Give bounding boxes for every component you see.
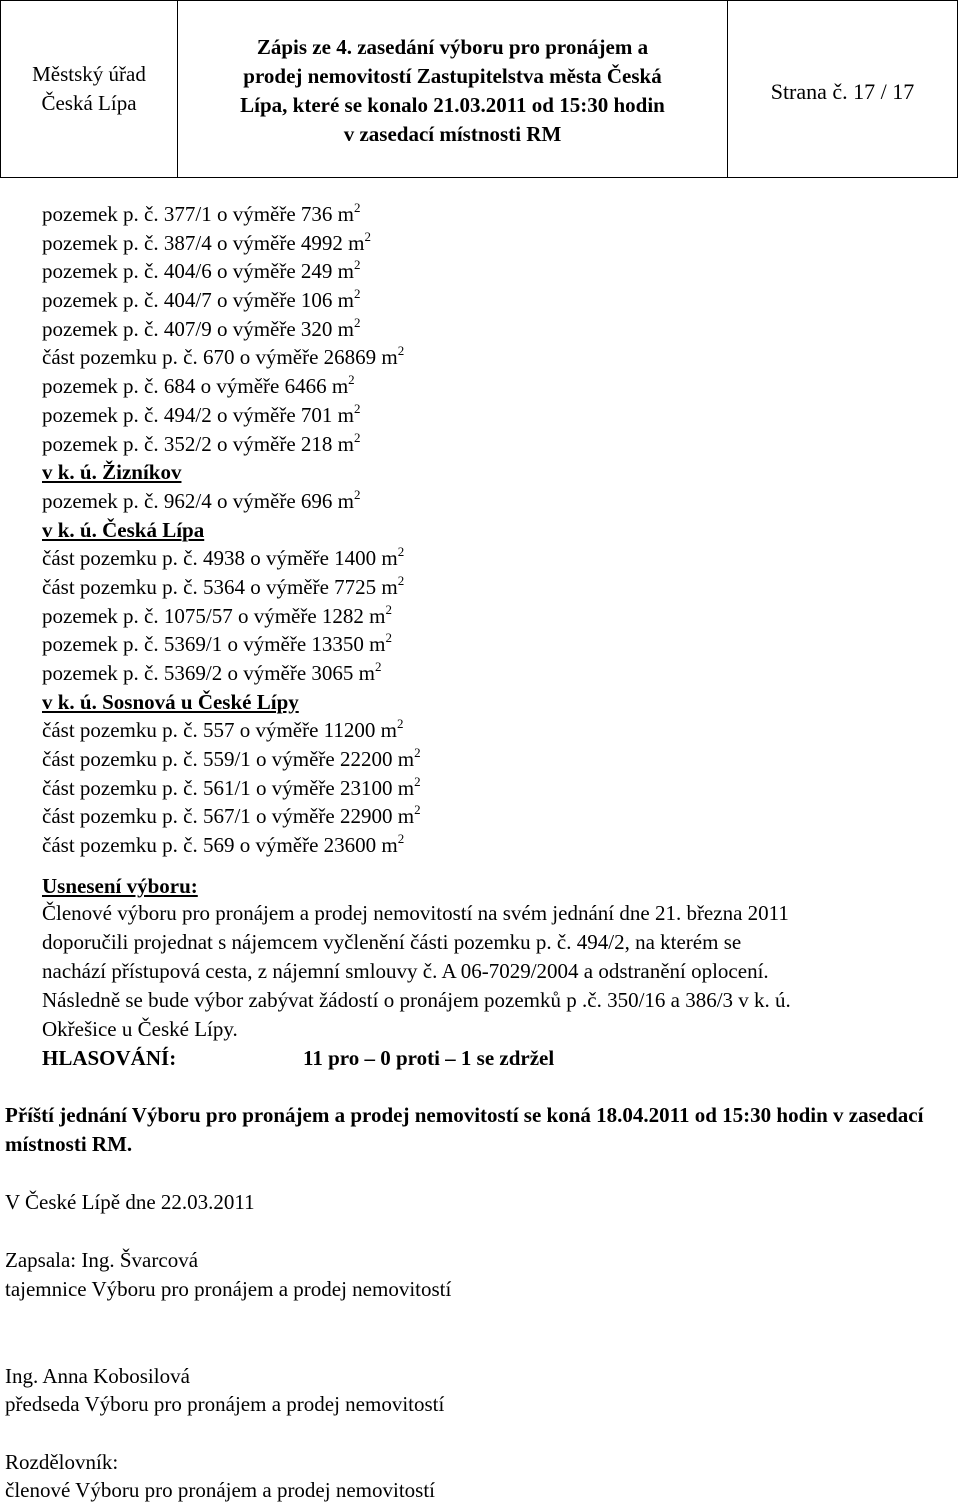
document-title-line: Zápis ze 4. zasedání výboru pro pronájem a	[256, 35, 649, 59]
page-header	[0, 0, 958, 178]
area-unit-exponent: 2	[385, 601, 393, 617]
document-title-line: Lípa, které se konalo 21.03.2011 od 15:30 hodin	[240, 93, 665, 117]
parcel-item	[42, 544, 421, 573]
parcel-item	[42, 430, 421, 459]
office-name: Městský úřad	[32, 62, 146, 86]
parcel-text: pozemek p. č. 5369/2 o výměře 3065 m	[42, 661, 376, 685]
parcel-item	[42, 401, 421, 430]
resolution-title: Usnesení výboru:	[42, 874, 198, 898]
parcel-item	[42, 659, 421, 688]
area-unit-exponent: 2	[354, 286, 361, 302]
vote-label: HLASOVÁNÍ:	[42, 1046, 177, 1070]
distribution-recipients: členové Výboru pro pronájem a prodej nemovitostí	[5, 1478, 436, 1502]
area-unit-exponent: 2	[397, 572, 405, 588]
parcel-item	[42, 716, 421, 745]
parcel-item	[42, 229, 421, 258]
cadastral-area-name: v k. ú. Žizníkov	[42, 460, 182, 485]
resolution-line: nachází přístupová cesta, z nájemní smlouvy č. A 06-7029/2004 a odstranění oplocení.	[42, 959, 769, 983]
parcel-text: pozemek p. č. 377/1 o výměře 736 m	[42, 202, 355, 226]
parcel-item	[42, 630, 421, 659]
resolution-line: Následně se bude výbor zabývat žádostí o pronájem pozemků p .č. 350/16 a 386/3 v k. ú.	[42, 988, 791, 1012]
parcel-text: pozemek p. č. 404/6 o výměře 249 m	[42, 259, 355, 284]
area-unit-exponent: 2	[354, 257, 361, 273]
parcel-text: část pozemku p. č. 557 o výměře 11200 m	[42, 718, 397, 743]
area-unit-exponent: 2	[354, 429, 361, 445]
area-unit-exponent: 2	[354, 486, 361, 502]
recorder-name: Zapsala: Ing. Švarcová	[5, 1248, 199, 1272]
document-title-line: v zasedací místnosti RM	[343, 122, 562, 146]
document-title-cell	[177, 1, 727, 177]
cadastral-area-name: v k. ú. Sosnová u České Lípy	[42, 689, 299, 714]
distribution-label: Rozdělovník:	[5, 1450, 119, 1474]
parcel-item	[42, 831, 421, 860]
area-unit-exponent: 2	[354, 314, 361, 330]
parcel-text: pozemek p. č. 962/4 o výměře 696 m	[42, 488, 355, 513]
office-cell	[1, 1, 177, 177]
area-unit-exponent: 2	[397, 544, 405, 560]
cadastral-area-heading	[42, 458, 421, 487]
parcel-text: část pozemku p. č. 559/1 o výměře 22200 m	[42, 747, 415, 772]
parcel-item	[42, 573, 421, 602]
area-unit-exponent: 2	[397, 343, 405, 359]
parcel-text: část pozemku p. č. 4938 o výměře 1400 m	[42, 546, 398, 571]
parcel-text: pozemek p. č. 387/4 o výměře 4992 m	[42, 230, 365, 255]
cadastral-area-heading	[42, 516, 421, 545]
resolution-text	[42, 899, 942, 1044]
parcel-text: pozemek p. č. 5369/1 o výměře 13350 m	[42, 632, 386, 657]
parcel-item	[42, 602, 421, 631]
recorder-role: tajemnice Výboru pro pronájem a prodej nemovitostí	[5, 1277, 452, 1301]
area-unit-exponent: 2	[364, 228, 372, 244]
area-unit-exponent: 2	[354, 200, 361, 215]
parcel-text: pozemek p. č. 684 o výměře 6466 m	[42, 374, 349, 399]
parcel-item	[42, 774, 421, 803]
resolution-line: Členové výboru pro pronájem a prodej nemovitostí na svém jednání dne 21. března 2011	[42, 901, 789, 925]
next-meeting-notice: Příští jednání Výboru pro pronájem a prodej nemovitostí se koná 18.04.2011 od 15:30 hodin v zasedací místnosti RM.	[5, 1103, 924, 1156]
parcel-item	[42, 487, 421, 516]
area-unit-exponent: 2	[385, 630, 393, 646]
parcel-list	[42, 200, 421, 860]
parcel-text: část pozemku p. č. 561/1 o výměře 23100 m	[42, 775, 415, 800]
parcel-text: pozemek p. č. 404/7 o výměře 106 m	[42, 288, 355, 313]
area-unit-exponent: 2	[414, 745, 421, 761]
area-unit-exponent: 2	[396, 716, 404, 732]
page-number-cell	[727, 1, 957, 177]
place-date: V České Lípě dne 22.03.2011	[5, 1190, 255, 1214]
document-title-line: prodej nemovitostí Zastupitelstva města Česká	[243, 64, 662, 88]
area-unit-exponent: 2	[375, 659, 382, 674]
parcel-text: pozemek p. č. 494/2 o výměře 701 m	[42, 402, 355, 427]
chair-role: předseda Výboru pro pronájem a prodej nemovitostí	[5, 1392, 445, 1416]
parcel-item	[42, 372, 421, 401]
area-unit-exponent: 2	[397, 831, 405, 847]
resolution-line: doporučili projednat s nájemcem vyčlenění části pozemku p. č. 494/2, na kterém se	[42, 930, 742, 954]
parcel-item	[42, 745, 421, 774]
parcel-item	[42, 315, 421, 344]
area-unit-exponent: 2	[414, 773, 421, 789]
parcel-text: pozemek p. č. 1075/57 o výměře 1282 m	[42, 603, 386, 628]
area-unit-exponent: 2	[348, 372, 355, 388]
parcel-item	[42, 343, 421, 372]
chair-name: Ing. Anna Kobosilová	[5, 1364, 190, 1388]
parcel-text: část pozemku p. č. 567/1 o výměře 22900 m	[42, 804, 415, 829]
area-unit-exponent: 2	[414, 802, 421, 818]
parcel-text: pozemek p. č. 352/2 o výměře 218 m	[42, 431, 355, 456]
office-city: Česká Lípa	[41, 91, 137, 115]
parcel-text: část pozemku p. č. 670 o výměře 26869 m	[42, 345, 398, 370]
parcel-item	[42, 802, 421, 831]
parcel-text: část pozemku p. č. 5364 o výměře 7725 m	[42, 574, 398, 599]
parcel-item	[42, 286, 421, 315]
page-number: Strana č. 17 / 17	[770, 79, 915, 104]
vote-result: 11 pro – 0 proti – 1 se zdržel	[303, 1046, 555, 1070]
parcel-item	[42, 200, 421, 229]
parcel-item	[42, 257, 421, 286]
cadastral-area-heading	[42, 688, 421, 717]
parcel-text: část pozemku p. č. 569 o výměře 23600 m	[42, 833, 398, 858]
resolution-line: Okřešice u České Lípy.	[42, 1017, 238, 1041]
parcel-text: pozemek p. č. 407/9 o výměře 320 m	[42, 316, 355, 341]
cadastral-area-name: v k. ú. Česká Lípa	[42, 517, 205, 542]
area-unit-exponent: 2	[354, 400, 361, 416]
